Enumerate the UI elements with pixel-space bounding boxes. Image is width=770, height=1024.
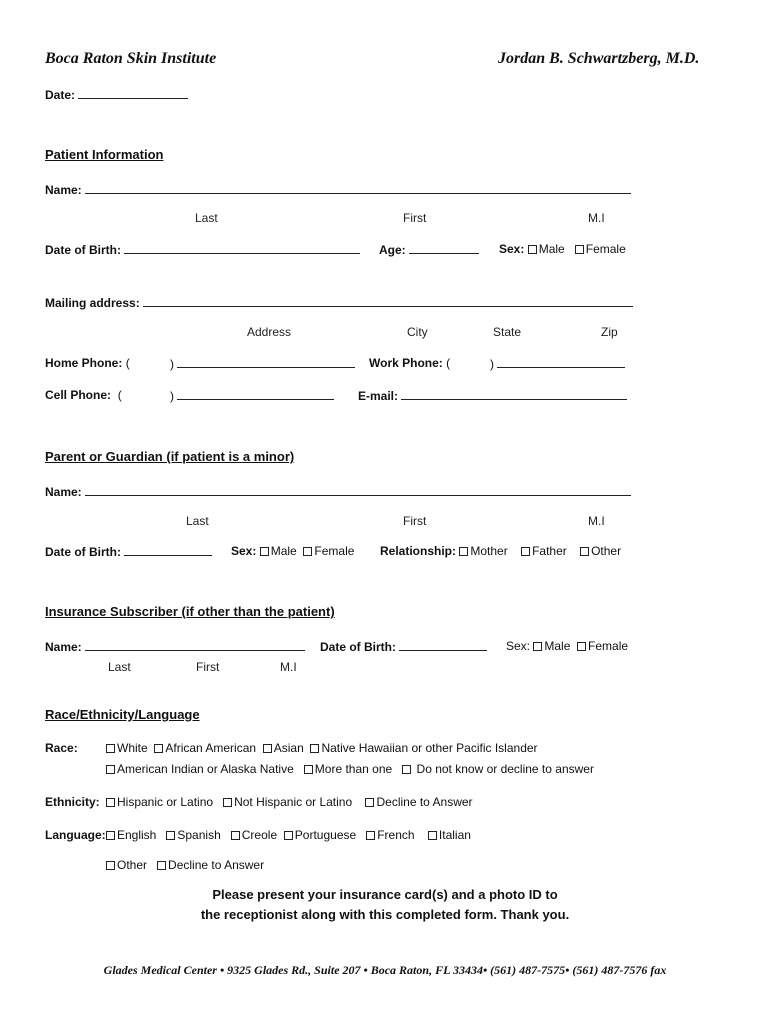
patient-female-label: Female [585, 242, 626, 256]
subscriber-male-checkbox[interactable] [533, 642, 542, 651]
language-option-label: Creole [241, 828, 278, 842]
mailing-field[interactable] [143, 295, 633, 307]
language-option-label: Spanish [177, 828, 221, 842]
language-portuguese-checkbox[interactable] [284, 831, 293, 840]
language-option-label: Decline to Answer [168, 858, 265, 872]
subscriber-sex-label: Sex: [506, 639, 531, 653]
cell-phone-number [170, 388, 334, 403]
home-phone-row [45, 356, 130, 370]
cell-phone-label: Cell Phone: [45, 388, 112, 402]
notice-line-2: the receptionist along with this completed form. Thank you. [200, 907, 570, 922]
race-option-label: American Indian or Alaska Native [117, 762, 294, 776]
cell-phone-row [45, 388, 122, 402]
ethnicity-option-label: Decline to Answer [376, 795, 473, 809]
guardian-other-label: Other [591, 544, 622, 558]
race-option-label: Native Hawaiian or other Pacific Islander [321, 741, 538, 755]
race-label: Race: [45, 741, 78, 755]
subscriber-female-label: Female [588, 639, 629, 653]
guardian-heading: Parent or Guardian (if patient is a minor) [45, 449, 295, 464]
guardian-sex-row [231, 544, 354, 558]
email-field[interactable] [401, 388, 627, 400]
clinic-name: Boca Raton Skin Institute [45, 50, 217, 67]
patient-heading: Patient Information [45, 147, 164, 162]
guardian-other-checkbox[interactable] [580, 547, 589, 556]
guardian-dob-label: Date of Birth: [45, 545, 121, 559]
guardian-dob-row [45, 544, 212, 559]
guardian-sub-mi: M.I [588, 514, 605, 528]
date-label: Date: [45, 88, 76, 102]
race-row-1 [106, 741, 538, 755]
race-option-label: More than one [314, 762, 393, 776]
subscriber-name-label: Name: [45, 640, 82, 654]
guardian-mother-label: Mother [470, 544, 508, 558]
home-phone-label: Home Phone: [45, 356, 123, 370]
work-phone-row [369, 356, 450, 370]
patient-name-field[interactable] [85, 182, 631, 194]
mailing-sub-zip: Zip [601, 325, 618, 339]
language-french-checkbox[interactable] [366, 831, 375, 840]
race-row-2 [106, 762, 594, 776]
subscriber-dob-label: Date of Birth: [320, 640, 396, 654]
mailing-sub-address: Address [247, 325, 292, 339]
cell-phone-field[interactable] [177, 388, 334, 400]
work-phone-paren-close: ) [490, 357, 494, 371]
language-creole-checkbox[interactable] [231, 831, 240, 840]
mailing-sub-city: City [407, 325, 428, 339]
work-phone-paren-open: ( [446, 356, 451, 370]
ethnicity-option-label: Hispanic or Latino [117, 795, 214, 809]
work-phone-label: Work Phone: [369, 356, 443, 370]
race-asian-checkbox[interactable] [263, 744, 272, 753]
patient-age-label: Age: [379, 243, 406, 257]
language-row-2 [106, 858, 264, 872]
guardian-relationship-row [380, 544, 621, 558]
ethnicity-label: Ethnicity: [45, 795, 100, 809]
patient-name-label: Name: [45, 183, 82, 197]
patient-sex-row [499, 242, 626, 256]
patient-sub-mi: M.I [588, 211, 605, 225]
patient-age-row [379, 242, 479, 257]
race-native-hawaiian-checkbox[interactable] [310, 744, 319, 753]
guardian-female-checkbox[interactable] [303, 547, 312, 556]
language-option-label: French [377, 828, 415, 842]
language-decline-checkbox[interactable] [157, 861, 166, 870]
guardian-sub-first: First [403, 514, 427, 528]
email-label: E-mail: [358, 389, 399, 403]
language-label: Language: [45, 828, 106, 842]
cell-phone-paren-close: ) [170, 389, 174, 403]
subscriber-male-label: Male [544, 639, 571, 653]
race-option-label: White [117, 741, 148, 755]
subscriber-female-checkbox[interactable] [577, 642, 586, 651]
patient-male-checkbox[interactable] [528, 245, 537, 254]
guardian-female-label: Female [314, 544, 355, 558]
guardian-sex-label: Sex: [231, 544, 257, 558]
patient-dob-row [45, 242, 360, 257]
subscriber-name-field[interactable] [85, 639, 305, 651]
home-phone-field[interactable] [177, 356, 355, 368]
ethnicity-row [106, 795, 473, 809]
race-african-american-checkbox[interactable] [154, 744, 163, 753]
date-field[interactable] [78, 87, 188, 99]
race-white-checkbox[interactable] [106, 744, 115, 753]
guardian-sub-last: Last [186, 514, 209, 528]
patient-female-checkbox[interactable] [575, 245, 584, 254]
home-phone-number [170, 356, 355, 371]
ethnicity-hispanic-checkbox[interactable] [106, 798, 115, 807]
demographics-heading: Race/Ethnicity/Language [45, 707, 200, 722]
guardian-father-checkbox[interactable] [521, 547, 530, 556]
subscriber-sub-first: First [196, 660, 220, 674]
home-phone-paren-open: ( [125, 356, 130, 370]
language-option-label: Portuguese [294, 828, 357, 842]
language-other-checkbox[interactable] [106, 861, 115, 870]
cell-phone-paren-open: ( [117, 388, 122, 402]
language-option-label: Italian [438, 828, 471, 842]
email-row [358, 388, 627, 403]
home-phone-paren-close: ) [170, 357, 174, 371]
ethnicity-not-hispanic-checkbox[interactable] [223, 798, 232, 807]
race-option-label: Asian [273, 741, 304, 755]
race-option-label: Do not know or decline to answer [416, 762, 594, 776]
guardian-name-label: Name: [45, 485, 82, 499]
guardian-mother-checkbox[interactable] [459, 547, 468, 556]
subscriber-sex-row [506, 639, 628, 653]
footer-address: Glades Medical Center • 9325 Glades Rd., Suite 207 • Boca Raton, FL 33434• (561) 487-7575• (561) 487-7576 fax [103, 963, 667, 977]
work-phone-field[interactable] [497, 356, 625, 368]
patient-sex-label: Sex: [499, 242, 525, 256]
race-american-indian-checkbox[interactable] [106, 765, 115, 774]
ethnicity-option-label: Not Hispanic or Latino [234, 795, 353, 809]
race-decline-checkbox[interactable] [402, 765, 411, 774]
race-more-than-one-checkbox[interactable] [304, 765, 313, 774]
subscriber-dob-field[interactable] [399, 639, 487, 651]
patient-name-row [45, 182, 631, 197]
patient-male-label: Male [538, 242, 565, 256]
guardian-relationship-label: Relationship: [380, 544, 457, 558]
patient-sub-last: Last [195, 211, 218, 225]
notice-line-1: Please present your insurance card(s) and a photo ID to [212, 887, 558, 902]
guardian-name-row [45, 484, 631, 499]
patient-sub-first: First [403, 211, 427, 225]
guardian-father-label: Father [532, 544, 567, 558]
guardian-male-label: Male [270, 544, 297, 558]
language-italian-checkbox[interactable] [428, 831, 437, 840]
guardian-name-field[interactable] [85, 484, 631, 496]
language-english-checkbox[interactable] [106, 831, 115, 840]
date-row [45, 87, 188, 102]
language-option-label: English [117, 828, 157, 842]
doctor-name: Jordan B. Schwartzberg, M.D. [498, 50, 700, 67]
language-row-1 [106, 828, 471, 842]
guardian-dob-field[interactable] [124, 544, 212, 556]
mailing-label: Mailing address: [45, 296, 140, 310]
subscriber-sub-mi: M.I [280, 660, 297, 674]
patient-age-field[interactable] [409, 242, 479, 254]
language-option-label: Other [117, 858, 148, 872]
subscriber-dob-row [320, 639, 487, 654]
guardian-male-checkbox[interactable] [260, 547, 269, 556]
ethnicity-decline-checkbox[interactable] [365, 798, 374, 807]
patient-dob-field[interactable] [124, 242, 360, 254]
subscriber-sub-last: Last [108, 660, 131, 674]
subscriber-heading: Insurance Subscriber (if other than the patient) [45, 604, 335, 619]
subscriber-name-row [45, 639, 305, 654]
mailing-sub-state: State [493, 325, 522, 339]
language-spanish-checkbox[interactable] [166, 831, 175, 840]
race-option-label: African American [165, 741, 257, 755]
patient-dob-label: Date of Birth: [45, 243, 121, 257]
work-phone-number [490, 356, 625, 371]
mailing-row [45, 295, 633, 310]
